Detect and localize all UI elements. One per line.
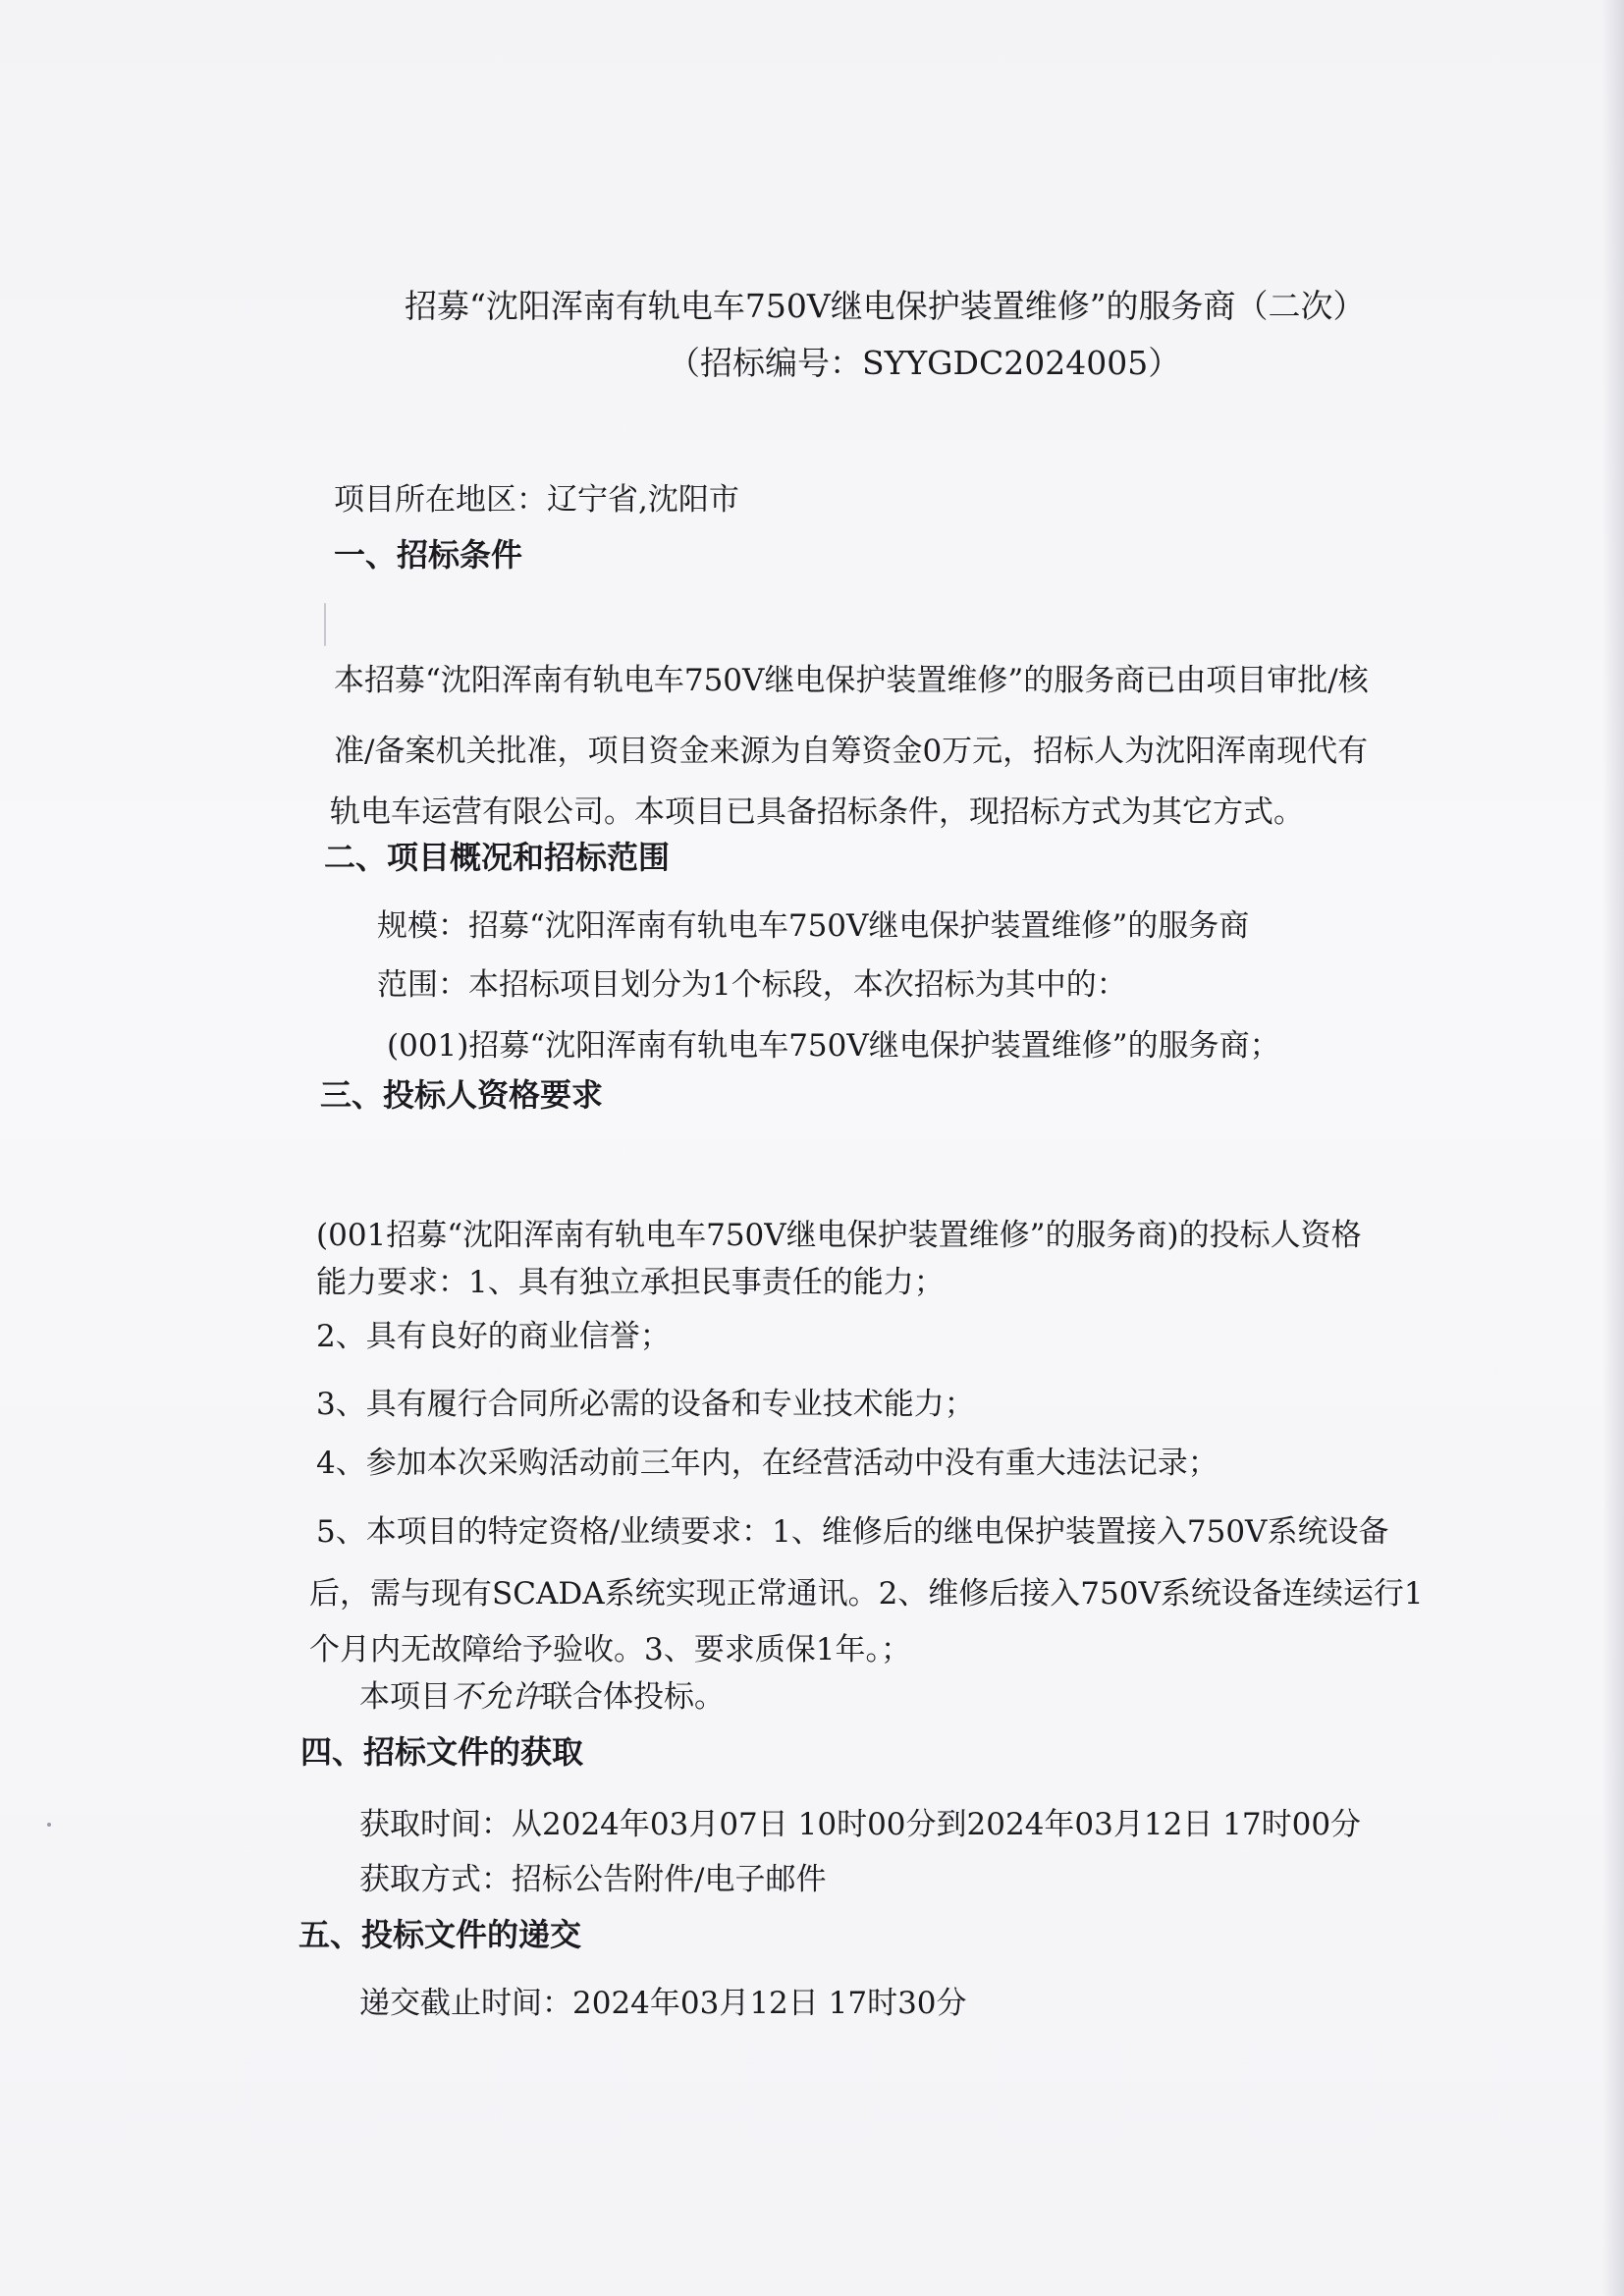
project-location: 项目所在地区：辽宁省,沈阳市 [334,482,739,518]
section1-line: 本招募“沈阳浑南有轨电车750V继电保护装置维修”的服务商已由项目审批/核 [334,663,1369,698]
section5-line: 递交截止时间：2024年03月12日 17时30分 [359,1986,967,2021]
section4-line: 获取方式：招标公告附件/电子邮件 [359,1862,827,1897]
section2-line: 规模：招募“沈阳浑南有轨电车750V继电保护装置维修”的服务商 [377,908,1250,944]
consortium-prefix: 本项目 [359,1679,451,1715]
section3-line: 3、具有履行合同所必需的设备和专业技术能力； [316,1387,975,1422]
section-heading-5: 五、投标文件的递交 [298,1916,582,1953]
scan-speck [47,1823,51,1827]
document-title: 招募“沈阳浑南有轨电车750V继电保护装置维修”的服务商（二次） [405,287,1366,325]
section3-line: (001招募“沈阳浑南有轨电车750V继电保护装置维修”的服务商)的投标人资格 [316,1218,1362,1253]
section3-line: 5、本项目的特定资格/业绩要求：1、维修后的继电保护装置接入750V系统设备 [316,1514,1389,1550]
consortium-suffix: 联合体投标。 [542,1679,725,1715]
section-heading-2: 二、项目概况和招标范围 [324,839,671,876]
section2-line: 范围：本招标项目划分为1个标段，本次招标为其中的： [377,967,1127,1003]
scan-edge-shadow [1602,0,1624,2296]
section3-line: 后，需与现有SCADA系统实现正常通讯。2、维修后接入750V系统设备连续运行1 [309,1576,1424,1612]
section-heading-3: 三、投标人资格要求 [320,1076,604,1114]
consortium-note [359,1677,725,1717]
consortium-not-allowed: 不允许 [451,1679,542,1715]
section1-line: 轨电车运营有限公司。本项目已具备招标条件，现招标方式为其它方式。 [330,794,1304,830]
section3-line: 能力要求：1、具有独立承担民事责任的能力； [316,1265,945,1300]
section3-line: 2、具有良好的商业信誉； [316,1319,671,1354]
scan-speck [324,603,326,646]
section1-line: 准/备案机关批准，项目资金来源为自筹资金0万元，招标人为沈阳浑南现代有 [334,734,1369,769]
tender-number: （招标编号：SYYGDC2024005） [668,344,1181,382]
section-heading-4: 四、招标文件的获取 [300,1733,584,1771]
section2-line: (001)招募“沈阳浑南有轨电车750V继电保护装置维修”的服务商； [387,1028,1280,1064]
section3-line: 4、参加本次采购活动前三年内，在经营活动中没有重大违法记录； [316,1446,1218,1481]
section-heading-1: 一、招标条件 [334,536,523,574]
section3-line: 个月内无故障给予验收。3、要求质保1年。； [309,1632,911,1667]
section4-line: 获取时间：从2024年03月07日 10时00分到2024年03月12日 17时00分 [359,1807,1362,1842]
